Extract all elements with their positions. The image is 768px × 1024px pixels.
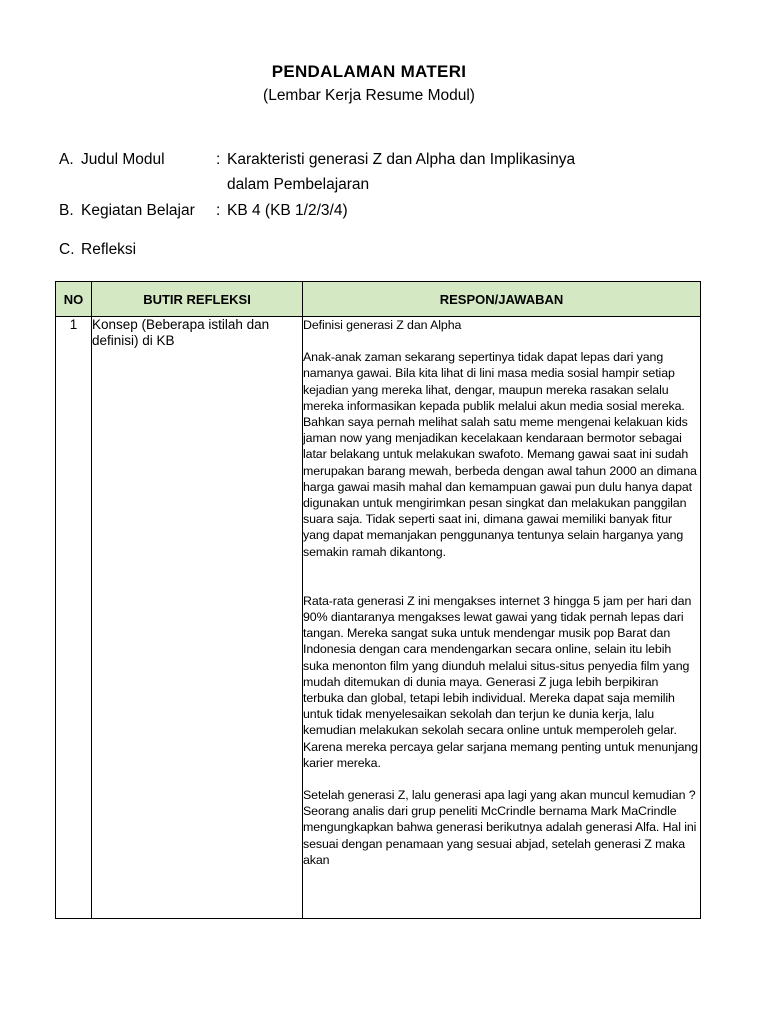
- info-a-label: Judul Modul: [81, 151, 165, 168]
- info-a-colon: :: [216, 151, 221, 168]
- reflection-table: [55, 281, 701, 919]
- info-c-letter: C.: [59, 241, 75, 258]
- info-b-value: KB 4 (KB 1/2/3/4): [227, 202, 348, 219]
- page-title: PENDALAMAN MATERI: [271, 62, 467, 81]
- header-butir-refleksi: BUTIR REFLEKSI: [92, 282, 303, 317]
- info-a-value-line1: Karakteristi generasi Z dan Alpha dan Implikasinya: [227, 151, 576, 168]
- info-refleksi: [59, 241, 359, 261]
- table-header-row: [56, 282, 701, 317]
- page-subtitle: (Lembar Kerja Resume Modul): [263, 87, 475, 104]
- info-a-value-line2: dalam Pembelajaran: [227, 176, 370, 193]
- info-kegiatan-belajar: [59, 202, 699, 222]
- info-b-label: Kegiatan Belajar: [81, 202, 195, 219]
- header-no: NO: [56, 282, 92, 317]
- row-response: [303, 317, 701, 919]
- info-b-colon: :: [216, 202, 221, 219]
- info-a-letter: A.: [59, 151, 74, 168]
- table-row: [56, 317, 701, 919]
- info-b-letter: B.: [59, 202, 74, 219]
- header-respon-jawaban: RESPON/JAWABAN: [303, 282, 701, 317]
- response-title: Definisi generasi Z dan Alpha: [303, 318, 462, 332]
- response-paragraph-3: Setelah generasi Z, lalu generasi apa lagi yang akan muncul kemudian ? Seorang analis dari grup peneliti McCrindle bernama Mark MaCrindle mengungkapkan bahwa generasi berikutnya adalah generasi Alfa. Hal ini sesuai dengan penamaan yang sesuai abjad, setelah generasi Z maka akan: [303, 788, 697, 867]
- row-no: 1: [56, 317, 92, 919]
- info-c-label: Refleksi: [81, 241, 137, 258]
- info-judul-modul: [59, 151, 699, 195]
- response-paragraph-1: Anak-anak zaman sekarang sepertinya tidak dapat lepas dari yang namanya gawai. Bila kita lihat di lini masa media sosial hampir setiap kejadian yang mereka lihat, dengar, maupun mereka rasakan selalu mereka informasikan kepada publik melalui akun media sosial mereka. Bahkan saya pernah melihat salah satu meme mengenai kelakuan kids jaman now yang menjadikan kecelakaan kendaraan bermotor sebagai latar belakang untuk melakukan swafoto. Memang gawai saat ini sudah merupakan barang mewah, berbeda dengan awal tahun 2000 an dimana harga gawai masih mahal dan kemampuan gawai pun dulu hanya dapat digunakan untuk mengirimkan pesan singkat dan melakukan panggilan suara saja. Tidak seperti saat ini, dimana gawai memiliki banyak fitur yang dapat memanjakan penggunanya tentunya selain harganya yang semakin ramah dikantong.: [303, 350, 697, 559]
- row-butir: Konsep (Beberapa istilah dan definisi) di KB: [92, 317, 303, 919]
- response-paragraph-2: Rata-rata generasi Z ini mengakses internet 3 hingga 5 jam per hari dan 90% diantaranya mengakses lewat gawai yang tidak pernah lepas dari tangan. Mereka sangat suka untuk mendengar musik pop Barat dan Indonesia dengan cara mendengarkan secara online, selain itu lebih suka menonton film yang diunduh melalui situs-situs penyedia film yang mudah ditemukan di dunia maya. Generasi Z juga lebih berpikiran terbuka dan global, tetapi lebih individual. Mereka dapat saja memilih untuk tidak menyelesaikan sekolah dan terjun ke dunia kerja, lalu kemudian melakukan sekolah secara online untuk memperoleh gelar. Karena mereka percaya gelar sarjana memang penting untuk menunjang karier mereka.: [303, 593, 698, 770]
